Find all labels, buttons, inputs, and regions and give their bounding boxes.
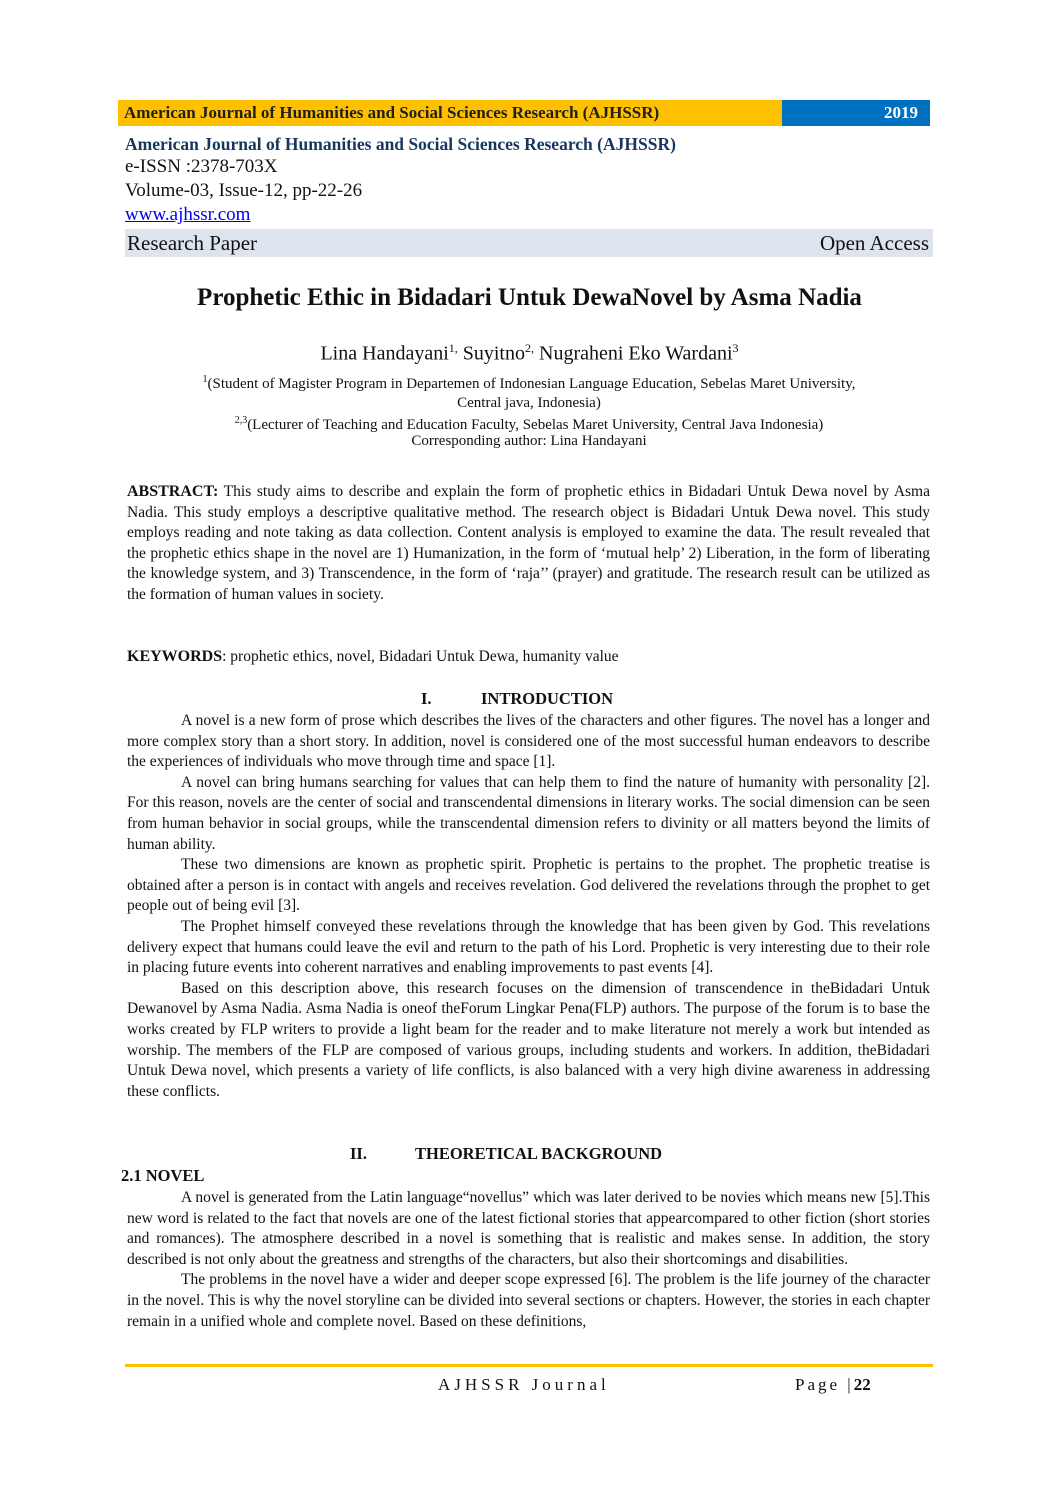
footer-divider bbox=[125, 1364, 933, 1367]
paragraph: These two dimensions are known as prophetic spirit. Prophetic is pertains to the prophet. The prophetic treatise is obtained after a person is in contact with angels and receives revelation. God delivered the revelations through the prophet to get people out of being evil [3]. bbox=[127, 856, 930, 915]
affil-text: (Student of Magister Program in Departemen of Indonesian Language Education, Sebelas Maret University, bbox=[207, 376, 856, 392]
keywords-label: KEYWORDS bbox=[127, 648, 223, 665]
journal-banner bbox=[118, 100, 930, 126]
affil-mark: 1 bbox=[202, 374, 208, 385]
theoretical-body bbox=[127, 1188, 930, 1332]
page-label: Page | bbox=[795, 1375, 854, 1394]
affil-text: Central java, Indonesia) bbox=[457, 395, 601, 411]
author-name: Nugraheni Eko Wardani bbox=[534, 342, 733, 365]
paper-type: Research Paper bbox=[127, 230, 258, 255]
access-type: Open Access bbox=[819, 230, 929, 255]
paragraph: Based on this description above, this research focuses on the dimension of transcendence in theBidadari Untuk Dewanovel by Asma Nadia. Asma Nadia is oneof theForum Lingkar Pena(FLP) authors. The purpose of the forum is to base the works created by FLP writers to provide a light beam for the reader and to make literature not merely a work but intended as worship. The members of the FLP are composed of various groups, including students and workers. In addition, theBidadari Untuk Dewa novel, which presents a variety of life conflicts, is also balanced with a very high divine awareness in addressing these conflicts. bbox=[127, 979, 930, 1100]
banner-journal-name: American Journal of Humanities and Social Sciences Research (AJHSSR) bbox=[118, 100, 782, 126]
author-list bbox=[0, 341, 1059, 366]
section-number: I. bbox=[421, 689, 432, 708]
affil-mark: 2,3 bbox=[234, 415, 248, 426]
affil-text: (Lecturer of Teaching and Education Faculty, Sebelas Maret University, Central Java Indonesia) bbox=[247, 417, 824, 433]
paragraph: A novel is a new form of prose which describes the lives of the characters and other figures. The novel has a longer and more complex story than a short story. In addition, novel is considered one of the most successful human endeavors to describe the experiences of individuals who move through time and space [1]. bbox=[127, 712, 930, 771]
corresponding-author: Corresponding author: Lina Handayani bbox=[411, 433, 647, 449]
abstract-text: This study aims to describe and explain the form of prophetic ethics in Bidadari Untuk Dewa novel by Asma Nadia. This study employs a descriptive qualitative method. The research object is Bidadari Untuk Dewa novel. This study employs reading and note taking as data collection. Content analysis is employed to examine the data. The result revealed that the prophetic ethics shape in the novel are 1) Humanization, in the form of ‘mutual help’ 2) Liberation, in the form of liberating the knowledge system, and 3) Transcendence, in the form of ‘raja’’ (prayer) and gratitude. The research result can be utilized as the formation of human values in society. bbox=[127, 483, 930, 603]
keywords-text: : prophetic ethics, novel, Bidadari Untuk Dewa, humanity value bbox=[222, 648, 619, 665]
affiliation-1 bbox=[125, 370, 933, 413]
section-title: INTRODUCTION bbox=[481, 689, 614, 708]
section-title: THEORETICAL BACKGROUND bbox=[415, 1144, 663, 1163]
author-affil-mark: 3 bbox=[732, 341, 739, 355]
paper-type-bar bbox=[125, 229, 933, 257]
abstract bbox=[127, 482, 930, 606]
journal-name: American Journal of Humanities and Social Sciences Research (AJHSSR) bbox=[125, 134, 676, 154]
journal-meta bbox=[125, 133, 933, 257]
paragraph: A novel can bring humans searching for values that can help them to find the nature of humanity with personality [2]. For this reason, novels are the center of social and transcendental dimensions in literary works. The social dimension can be seen from human behavior in social groups, while the transcendental dimension refers to divinity or all matters beyond the limits of human ability. bbox=[127, 773, 930, 853]
author-affil-mark: 2, bbox=[525, 341, 534, 355]
page-number: 22 bbox=[853, 1375, 871, 1394]
introduction-body bbox=[127, 711, 930, 1102]
author-affil-mark: 1, bbox=[448, 341, 458, 355]
author-name: Lina Handayani bbox=[320, 342, 449, 365]
journal-website-link[interactable]: www.ajhssr.com bbox=[125, 204, 251, 225]
eissn: e-ISSN :2378-703X bbox=[125, 156, 278, 177]
volume-info: Volume-03, Issue-12, pp-22-26 bbox=[125, 180, 363, 201]
author-name: Suyitno bbox=[457, 342, 525, 365]
footer-journal: AJHSSR Journal bbox=[438, 1375, 610, 1394]
paragraph: The Prophet himself conveyed these revelations through the knowledge that has been given by God. This revelations delivery expect that humans could leave the evil and return to the path of his Lord. Prophetic is very interesting due to their role in placing future events into coherent narratives and enabling improvements to past events [4]. bbox=[127, 917, 930, 977]
abstract-label: ABSTRACT: bbox=[127, 483, 219, 500]
section-number: II. bbox=[350, 1144, 367, 1163]
paragraph: The problems in the novel have a wider and deeper scope expressed [6]. The problem is the life journey of the character in the novel. This is why the novel storyline can be divided into several sections or chapters. However, the stories in each chapter remain in a unified whole and complete novel. Based on these definitions, bbox=[127, 1271, 930, 1330]
banner-year: 2019 bbox=[782, 100, 930, 126]
paragraph: A novel is generated from the Latin language“novellus” which was later derived to be novies which means new [5].This new word is related to the fact that novels are one of the latest fictional stories that appearcompared to other fiction (short stories and romances). The atmosphere described in a novel is something that is realistic and makes sense. In addition, the story described is not only about the greatness and strengths of the characters, but also their shortcomings and disabilities. bbox=[127, 1189, 930, 1268]
keywords bbox=[127, 648, 930, 666]
paper-title: Prophetic Ethic in Bidadari Untuk DewaNovel by Asma Nadia bbox=[197, 284, 862, 311]
footer-page bbox=[795, 1375, 871, 1395]
subsection-title: 2.1 NOVEL bbox=[121, 1166, 205, 1185]
